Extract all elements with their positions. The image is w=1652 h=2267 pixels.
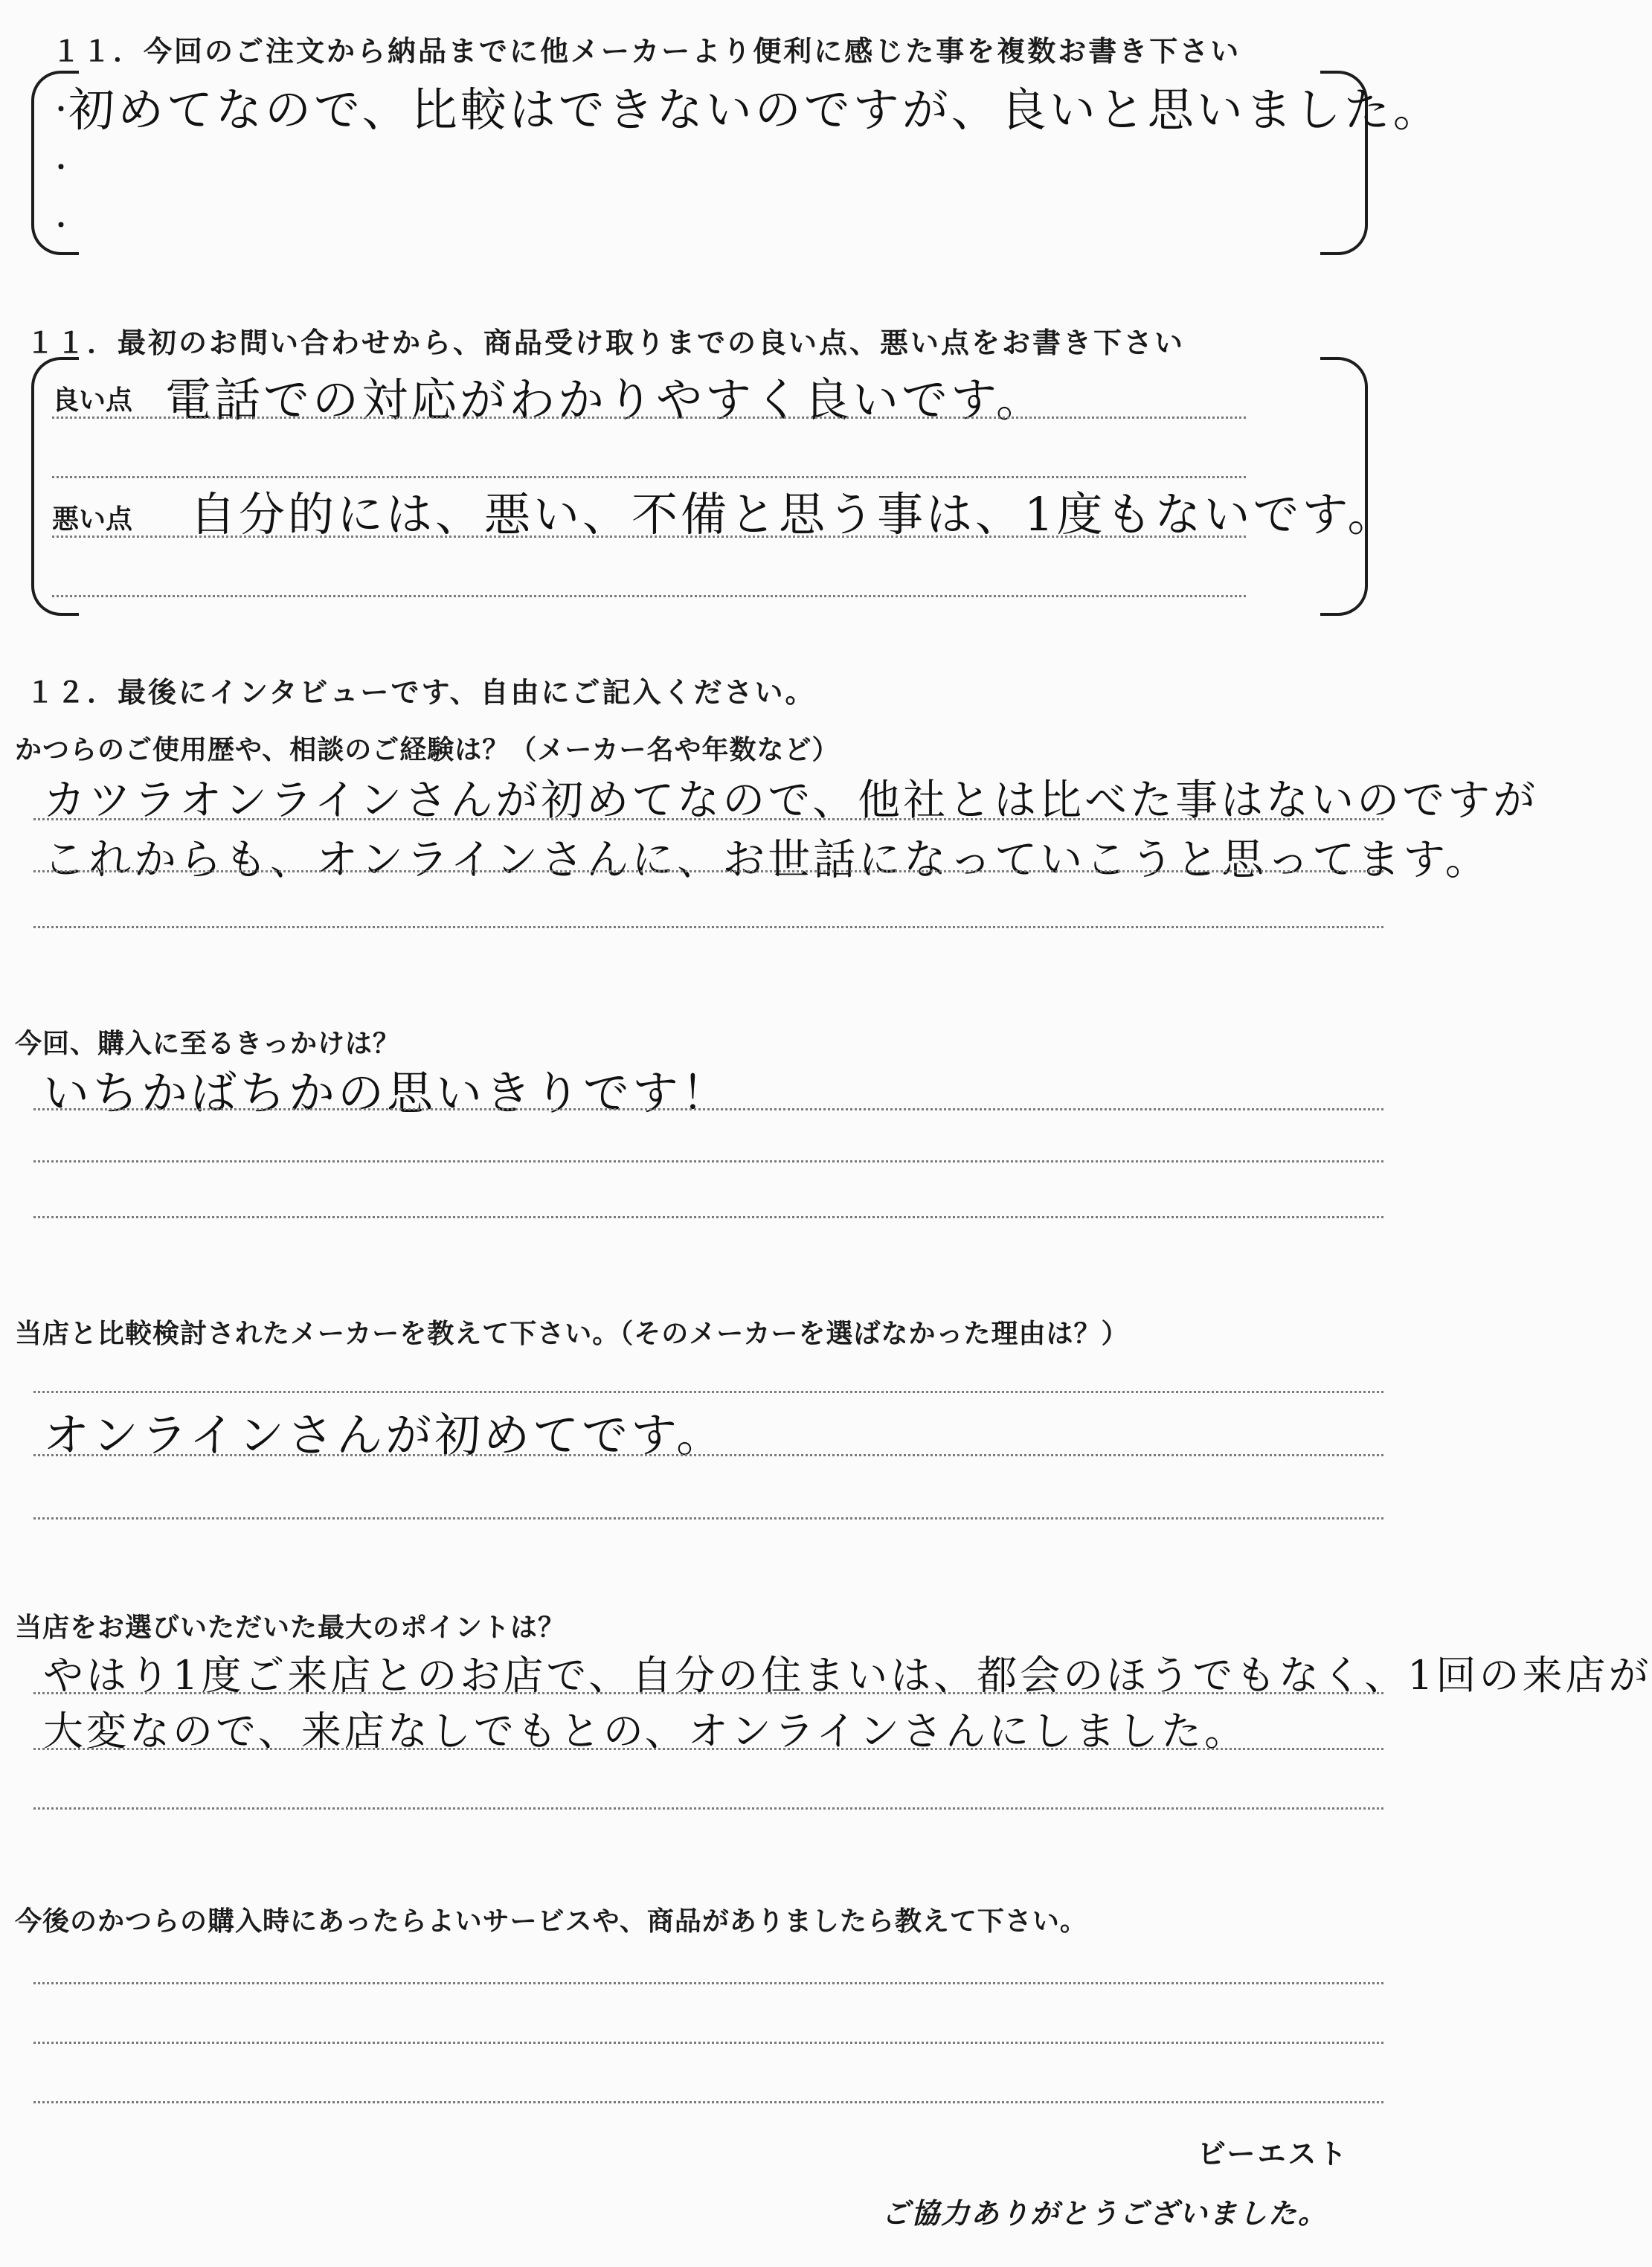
- wig-history-line-3: [33, 926, 1383, 928]
- question-wig-history: かつらのご使用歴や、相談のご経験は？（メーカー名や年数など）: [15, 735, 840, 765]
- compared-makers-line-1: [33, 1391, 1383, 1393]
- brand-name: ビーエスト: [1198, 2138, 1349, 2170]
- question-purchase-trigger: 今回、購入に至るきっかけは？: [15, 1029, 401, 1059]
- bad-point-answer: 自分的には、悪い、不備と思う事は、1度もないです。: [190, 487, 1397, 541]
- bad-point-line-1: [52, 536, 1246, 538]
- compared-makers-line-2: [33, 1454, 1383, 1456]
- interview-title: １２．最後にインタビューです、自由にご記入ください。: [26, 676, 816, 709]
- future-services-line-2: [33, 2042, 1383, 2044]
- purchase-trigger-line-2: [33, 1160, 1383, 1163]
- future-services-line-1: [33, 1982, 1383, 1984]
- question-good-bad-points: １１．最初のお問い合わせから、商品受け取りまでの良い点、悪い点をお書き下さい: [26, 327, 1186, 359]
- thanks-message: ご協力ありがとうございました。: [881, 2197, 1328, 2230]
- compared-makers-line-3: [33, 1517, 1383, 1520]
- wig-history-line-2: [33, 870, 1383, 872]
- answer-compared-makers: オンラインさんが初めてです。: [43, 1408, 726, 1462]
- purchase-trigger-line-1: [33, 1108, 1383, 1110]
- bad-point-line-2: [52, 595, 1246, 597]
- answer-main-reason-line-1: やはり1度ご来店とのお店で、自分の住まいは、都会のほうでもなく、1回の来店が: [43, 1652, 1652, 1699]
- good-point-line-1: [52, 417, 1246, 419]
- answer-purchase-trigger: いちかばちかの思いきりです！: [43, 1066, 731, 1120]
- wig-history-line-1: [33, 818, 1383, 820]
- purchase-trigger-line-3: [33, 1216, 1383, 1218]
- bad-point-label: 悪い点: [52, 504, 133, 535]
- future-services-line-3: [33, 2101, 1383, 2103]
- answer-wig-history-line-1: カツラオンラインさんが初めてなので、他社とは比べた事はないのですが: [43, 776, 1539, 825]
- main-reason-line-1: [33, 1692, 1383, 1694]
- question-future-services: 今後のかつらの購入時にあったらよいサービスや、商品がありましたら教えて下さい。: [15, 1906, 1087, 1937]
- question-convenience: １１．今回のご注文から納品までに他メーカーより便利に感じた事を複数お書き下さい: [52, 35, 1241, 68]
- answer-main-reason-line-2: 大変なので、来店なしでもとの、オンラインさんにしました。: [43, 1708, 1248, 1755]
- bullet-3: ・: [49, 211, 74, 239]
- main-reason-line-2: [33, 1748, 1383, 1750]
- answer-wig-history-line-2: これからも、オンラインさんに、お世話になっていこうと思ってます。: [43, 835, 1491, 884]
- good-point-answer: 電話での対応がわかりやすく良いです。: [165, 373, 1046, 427]
- good-point-label: 良い点: [52, 385, 133, 416]
- main-reason-line-3: [33, 1807, 1383, 1810]
- question-compared-makers: 当店と比較検討されたメーカーを教えて下さい。（そのメーカーを選ばなかった理由は？）: [15, 1319, 1129, 1349]
- bullet-1: ・: [49, 95, 74, 123]
- answer-convenience: 初めてなので、比較はできないのですが、良いと思いました。: [68, 83, 1442, 137]
- bullet-2: ・: [49, 153, 74, 181]
- question-main-reason: 当店をお選びいただいた最大のポイントは？: [15, 1612, 566, 1643]
